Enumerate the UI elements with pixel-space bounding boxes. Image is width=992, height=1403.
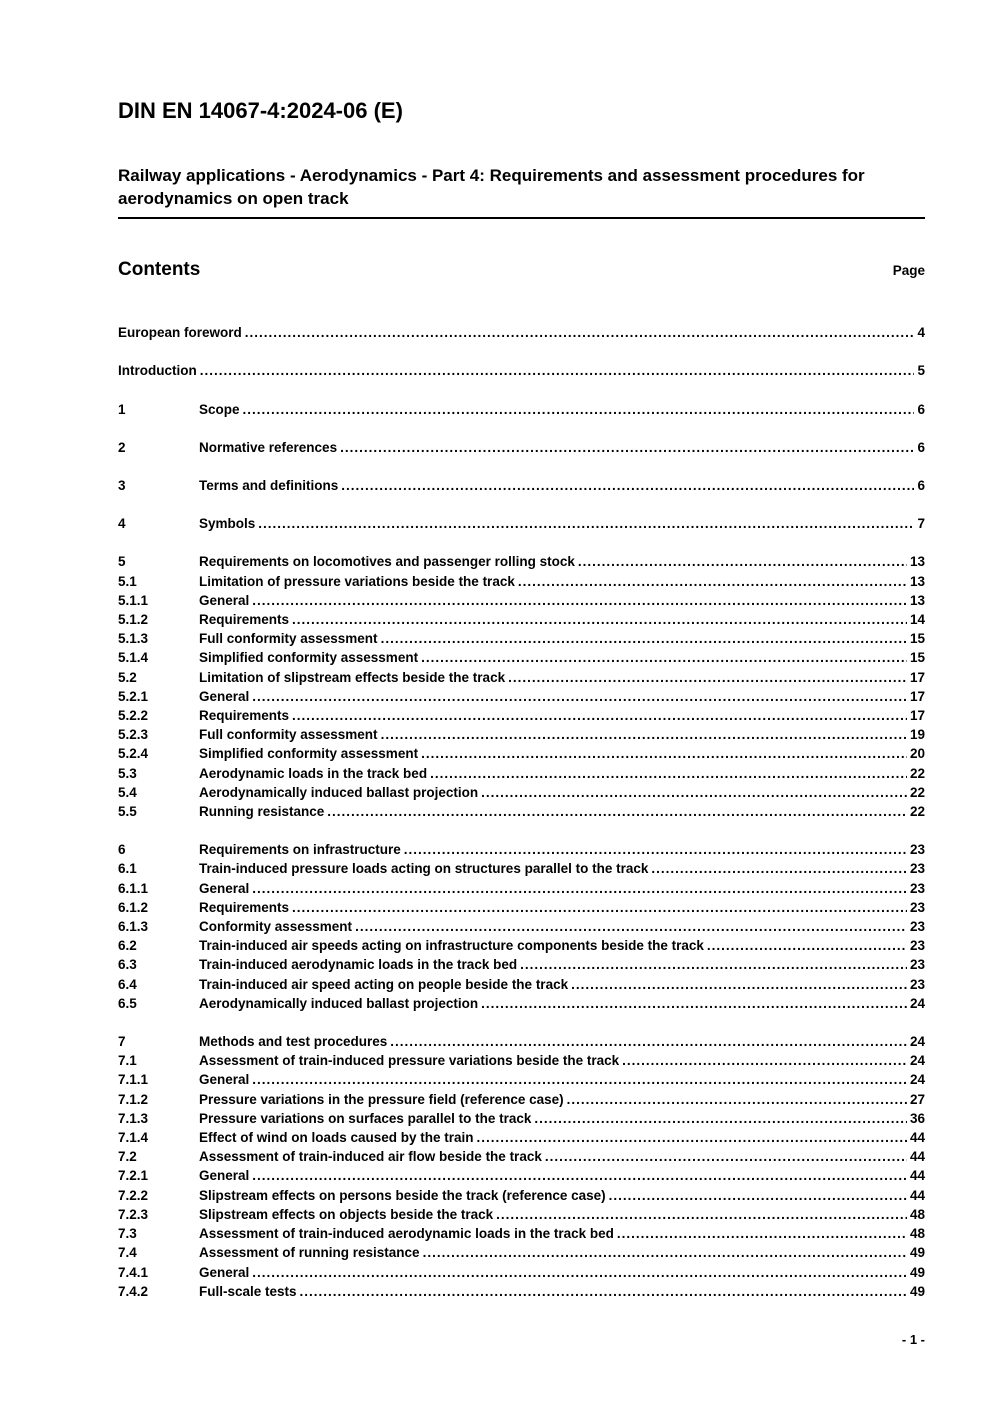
- toc-entry-page: 23: [909, 938, 925, 954]
- toc-entry-page: 14: [909, 612, 925, 627]
- toc-entry-title: Requirements: [199, 612, 290, 627]
- dot-leader: [477, 1128, 907, 1147]
- toc-entry-number: 7.1.3: [118, 1110, 149, 1126]
- toc-entry-number: 7.1.1: [118, 1072, 149, 1088]
- toc-entry-title: Effect of wind on loads caused by the train: [199, 1130, 474, 1146]
- toc-entry: [118, 572, 925, 591]
- toc-entry-number: 5.2.1: [118, 688, 149, 704]
- toc-entry-number: 5.2.3: [118, 727, 149, 743]
- toc-entry-title: Full-scale tests: [199, 1283, 297, 1299]
- toc-entry-page: 24: [909, 1034, 925, 1050]
- toc-entry: [118, 1090, 925, 1109]
- dot-leader: [567, 1090, 907, 1109]
- toc-entry-number: 7.4.1: [118, 1264, 149, 1280]
- toc-entry: [118, 1243, 925, 1262]
- toc-entry-number: 7.4.2: [118, 1283, 149, 1299]
- toc-entry-page: 24: [909, 1053, 925, 1069]
- toc-entry-page: 13: [909, 592, 925, 608]
- dot-leader: [571, 975, 907, 994]
- toc-entry-number: 5.1.2: [118, 612, 149, 627]
- dot-leader: [421, 648, 907, 667]
- toc-entry-page: 24: [909, 1072, 925, 1088]
- dot-leader: [545, 1147, 907, 1166]
- toc-entry-number: 6.4: [118, 976, 137, 992]
- toc-entry-title: General: [199, 1264, 250, 1280]
- dot-leader: [423, 1243, 907, 1262]
- toc-entry-title: Requirements on infrastructure: [199, 842, 401, 858]
- toc-entry-title: Pressure variations in the pressure field (reference case): [199, 1091, 564, 1107]
- toc-entry-page: 48: [909, 1206, 925, 1222]
- toc-entry-page: 19: [909, 727, 925, 743]
- toc-entry: [118, 1205, 925, 1224]
- toc-entry-page: 24: [909, 995, 925, 1011]
- toc-entry-number: 2: [118, 439, 126, 455]
- toc-entry-title: General: [199, 1072, 250, 1088]
- toc-entry: [118, 1147, 925, 1166]
- toc-entry: [118, 514, 925, 533]
- dot-leader: [243, 400, 915, 419]
- toc-entry-title: Simplified conformity assessment: [199, 650, 419, 666]
- toc-entry-page: 44: [909, 1187, 925, 1203]
- toc-entry-number: 5.1.1: [118, 592, 149, 608]
- dot-leader: [381, 725, 907, 744]
- dot-leader: [481, 783, 907, 802]
- toc-entry-page: 6: [917, 401, 925, 417]
- toc-entry-number: 5.5: [118, 804, 137, 820]
- toc-entry-number: 5.3: [118, 765, 137, 781]
- toc-entry: [118, 1224, 925, 1243]
- toc-entry-number: 5.4: [118, 784, 137, 800]
- dot-leader: [300, 1282, 907, 1301]
- toc-entry-number: 7.1: [118, 1053, 137, 1069]
- toc-entry-page: 15: [909, 650, 925, 666]
- dot-leader: [381, 629, 907, 648]
- dot-leader: [578, 552, 907, 571]
- toc-entry: [118, 610, 925, 629]
- toc-entry: [118, 648, 925, 667]
- toc-entry: [118, 591, 925, 610]
- toc-entry-title: Requirements: [199, 708, 290, 724]
- toc-entry-number: 5.1: [118, 573, 137, 589]
- toc-entry-page: 5: [917, 363, 925, 379]
- toc-entry-title: Train-induced aerodynamic loads in the track bed: [199, 957, 518, 973]
- toc-entry-title: Aerodynamic loads in the track bed: [199, 765, 428, 781]
- toc-entry: [118, 1051, 925, 1070]
- dot-leader: [252, 1263, 907, 1282]
- toc-entry: [118, 1282, 925, 1301]
- table-of-contents: [118, 323, 925, 1301]
- toc-entry-page: 49: [909, 1264, 925, 1280]
- toc-entry: [118, 476, 925, 495]
- toc-entry-page: 22: [909, 765, 925, 781]
- dot-leader: [252, 1166, 907, 1185]
- toc-entry-number: 5.2: [118, 669, 137, 685]
- dot-leader: [496, 1205, 907, 1224]
- toc-entry-page: 4: [917, 325, 925, 341]
- dot-leader: [404, 840, 907, 859]
- toc-entry-page: 6: [917, 477, 925, 493]
- document-title: DIN EN 14067-4:2024-06 (E): [118, 98, 403, 123]
- toc-entry-title: General: [199, 1168, 250, 1184]
- toc-entry-title: Limitation of pressure variations beside the track: [199, 573, 515, 589]
- toc-entry-number: 7.3: [118, 1226, 137, 1242]
- toc-entry-page: 36: [909, 1110, 925, 1126]
- toc-entry-page: 44: [909, 1149, 925, 1165]
- toc-entry: [118, 668, 925, 687]
- toc-entry-page: 23: [909, 880, 925, 896]
- toc-entry-title: Limitation of slipstream effects beside the track: [199, 669, 506, 685]
- dot-leader: [252, 687, 907, 706]
- dot-leader: [252, 1070, 907, 1089]
- toc-entry: [118, 783, 925, 802]
- toc-entry-title: Methods and test procedures: [199, 1034, 388, 1050]
- toc-entry-title: Train-induced air speed acting on people beside the track: [199, 976, 569, 992]
- toc-entry-title: Pressure variations on surfaces parallel to the track: [199, 1110, 532, 1126]
- toc-entry-number: 7.2: [118, 1149, 137, 1165]
- toc-entry-number: 6.1.1: [118, 880, 149, 896]
- toc-entry-page: 23: [909, 861, 925, 877]
- dot-leader: [252, 879, 907, 898]
- toc-entry: [118, 725, 925, 744]
- toc-entry: [118, 1109, 925, 1128]
- toc-entry-number: 1: [118, 401, 126, 417]
- toc-entry: [118, 1166, 925, 1185]
- page-number-footer: - 1 -: [901, 1332, 925, 1347]
- toc-entry-page: 13: [909, 554, 925, 570]
- toc-entry-title: Aerodynamically induced ballast projection: [199, 995, 479, 1011]
- toc-entry: [118, 859, 925, 878]
- toc-entry-title: European foreword: [118, 325, 242, 341]
- toc-entry-page: 15: [909, 631, 925, 647]
- dot-leader: [617, 1224, 907, 1243]
- toc-entry: [118, 687, 925, 706]
- toc-entry-title: Requirements on locomotives and passenger rolling stock: [199, 554, 575, 570]
- toc-entry-number: 7.2.2: [118, 1187, 149, 1203]
- toc-group: [118, 361, 925, 380]
- dot-leader: [609, 1186, 907, 1205]
- toc-entry-title: Normative references: [199, 439, 338, 455]
- toc-entry-title: Assessment of running resistance: [199, 1245, 420, 1261]
- toc-entry-number: 7.1.4: [118, 1130, 149, 1146]
- toc-entry: [118, 323, 925, 342]
- toc-entry-page: 20: [909, 746, 925, 762]
- toc-entry-number: 5.2.2: [118, 708, 149, 724]
- toc-entry-title: Running resistance: [199, 804, 325, 820]
- toc-entry-page: 7: [917, 516, 925, 532]
- contents-header-row: [118, 259, 925, 281]
- toc-entry-title: Assessment of train-induced air flow beside the track: [199, 1149, 542, 1165]
- toc-entry-title: Full conformity assessment: [199, 727, 378, 743]
- toc-entry-page: 22: [909, 804, 925, 820]
- toc-entry-number: 7.4: [118, 1245, 137, 1261]
- toc-entry-title: General: [199, 592, 250, 608]
- toc-entry-number: 7.2.1: [118, 1168, 149, 1184]
- dot-leader: [355, 917, 907, 936]
- toc-entry-title: Train-induced pressure loads acting on structures parallel to the track: [199, 861, 649, 877]
- toc-entry-title: Symbols: [199, 516, 256, 532]
- dot-leader: [651, 859, 907, 878]
- toc-group: [118, 840, 925, 1013]
- toc-entry-number: 4: [118, 516, 126, 532]
- dot-leader: [421, 744, 907, 763]
- toc-group: [118, 476, 925, 495]
- toc-entry-number: 6.1.2: [118, 899, 149, 915]
- dot-leader: [520, 955, 907, 974]
- toc-entry-page: 49: [909, 1245, 925, 1261]
- toc-entry-title: General: [199, 880, 250, 896]
- dot-leader: [518, 572, 907, 591]
- toc-entry: [118, 1128, 925, 1147]
- toc-entry-number: 5.1.3: [118, 631, 149, 647]
- toc-entry-title: Scope: [199, 401, 240, 417]
- toc-entry-title: Terms and definitions: [199, 477, 339, 493]
- dot-leader: [292, 610, 907, 629]
- toc-entry-page: 23: [909, 899, 925, 915]
- toc-entry-title: Assessment of train-induced pressure variations beside the track: [199, 1053, 620, 1069]
- toc-entry: [118, 936, 925, 955]
- toc-entry-title: Requirements: [199, 899, 290, 915]
- toc-entry-page: 44: [909, 1130, 925, 1146]
- contents-heading: Contents: [118, 259, 201, 281]
- toc-entry-page: 6: [917, 439, 925, 455]
- dot-leader: [707, 936, 907, 955]
- toc-group: [118, 552, 925, 821]
- toc-entry: [118, 975, 925, 994]
- toc-entry: [118, 706, 925, 725]
- toc-entry-page: 44: [909, 1168, 925, 1184]
- toc-entry-number: 6.1: [118, 861, 137, 877]
- toc-entry: [118, 361, 925, 380]
- toc-entry-page: 17: [909, 708, 925, 724]
- toc-entry-page: 17: [909, 688, 925, 704]
- toc-entry: [118, 744, 925, 763]
- dot-leader: [252, 591, 907, 610]
- toc-entry-title: Slipstream effects on objects beside the track: [199, 1206, 494, 1222]
- toc-entry: [118, 1032, 925, 1051]
- toc-entry-number: 5: [118, 554, 126, 570]
- toc-entry-page: 22: [909, 784, 925, 800]
- toc-entry-number: 6: [118, 842, 126, 858]
- toc-entry-number: 5.1.4: [118, 650, 149, 666]
- toc-entry: [118, 955, 925, 974]
- toc-entry: [118, 898, 925, 917]
- toc-entry-number: 6.2: [118, 938, 137, 954]
- toc-entry: [118, 1186, 925, 1205]
- document-subtitle: Railway applications - Aerodynamics - Part 4: Requirements and assessment procedures for aerodynamics on open track: [118, 165, 925, 219]
- toc-entry-page: 48: [909, 1226, 925, 1242]
- toc-group: [118, 400, 925, 419]
- toc-entry: [118, 438, 925, 457]
- toc-entry-number: 3: [118, 477, 126, 493]
- toc-entry-number: 7: [118, 1034, 126, 1050]
- toc-entry-page: 13: [909, 573, 925, 589]
- toc-group: [118, 1032, 925, 1301]
- toc-entry: [118, 552, 925, 571]
- dot-leader: [200, 361, 915, 380]
- toc-entry: [118, 629, 925, 648]
- toc-entry: [118, 879, 925, 898]
- toc-entry-title: Full conformity assessment: [199, 631, 378, 647]
- toc-entry: [118, 1070, 925, 1089]
- toc-entry-page: 23: [909, 976, 925, 992]
- toc-entry: [118, 840, 925, 859]
- toc-group: [118, 323, 925, 342]
- toc-entry: [118, 802, 925, 821]
- toc-entry: [118, 400, 925, 419]
- page-column-label: Page: [892, 263, 925, 279]
- dot-leader: [340, 438, 914, 457]
- toc-entry-title: Aerodynamically induced ballast projection: [199, 784, 479, 800]
- toc-entry-title: Simplified conformity assessment: [199, 746, 419, 762]
- toc-entry-title: Introduction: [118, 363, 197, 379]
- toc-group: [118, 514, 925, 533]
- dot-leader: [292, 898, 907, 917]
- dot-leader: [341, 476, 914, 495]
- toc-entry-title: General: [199, 688, 250, 704]
- dot-leader: [258, 514, 914, 533]
- dot-leader: [430, 764, 907, 783]
- toc-entry: [118, 1263, 925, 1282]
- toc-entry-title: Conformity assessment: [199, 919, 353, 935]
- toc-entry-number: 7.2.3: [118, 1206, 149, 1222]
- dot-leader: [390, 1032, 907, 1051]
- toc-entry-number: 6.5: [118, 995, 137, 1011]
- dot-leader: [481, 994, 907, 1013]
- toc-entry-page: 17: [909, 669, 925, 685]
- toc-entry: [118, 764, 925, 783]
- toc-entry-title: Train-induced air speeds acting on infrastructure components beside the track: [199, 938, 704, 954]
- toc-entry-number: 6.1.3: [118, 919, 149, 935]
- toc-entry-page: 27: [909, 1091, 925, 1107]
- toc-entry-number: 6.3: [118, 957, 137, 973]
- toc-entry-page: 23: [909, 842, 925, 858]
- toc-entry-number: 7.1.2: [118, 1091, 149, 1107]
- toc-entry-title: Assessment of train-induced aerodynamic loads in the track bed: [199, 1226, 614, 1242]
- toc-entry-page: 23: [909, 919, 925, 935]
- dot-leader: [508, 668, 907, 687]
- dot-leader: [245, 323, 915, 342]
- dot-leader: [327, 802, 907, 821]
- toc-group: [118, 438, 925, 457]
- toc-entry-page: 23: [909, 957, 925, 973]
- toc-entry-page: 49: [909, 1283, 925, 1299]
- dot-leader: [534, 1109, 907, 1128]
- toc-entry: [118, 994, 925, 1013]
- dot-leader: [622, 1051, 907, 1070]
- toc-entry-number: 5.2.4: [118, 746, 149, 762]
- toc-entry-title: Slipstream effects on persons beside the track (reference case): [199, 1187, 606, 1203]
- dot-leader: [292, 706, 907, 725]
- toc-entry: [118, 917, 925, 936]
